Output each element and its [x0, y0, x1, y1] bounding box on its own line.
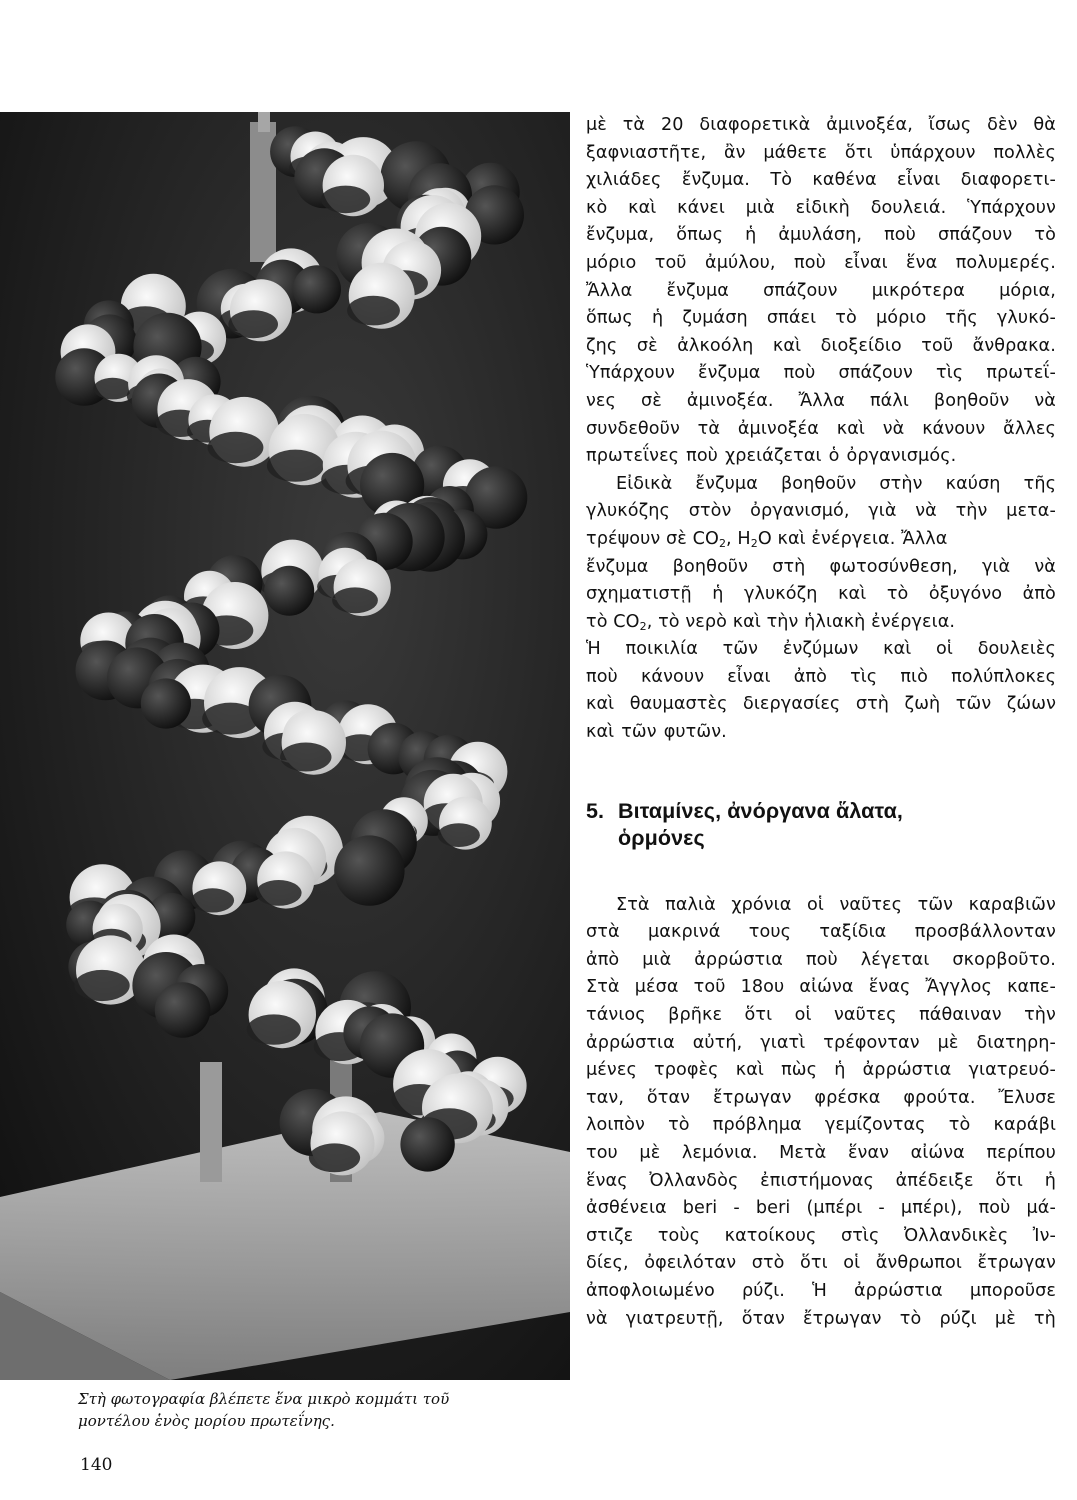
text-line: του μὲ λεμόνια. Μετὰ ἕναν αἰώνα περίπου [586, 1143, 1056, 1163]
text-line: νὰ γιατρευτῇ, ὅταν ἔτρωγαν τὸ ρύζι μὲ τὴ [586, 1308, 1056, 1329]
chem-text: O καὶ ἐνέργεια. Ἄλλα [757, 528, 948, 549]
atom-shadow [93, 378, 132, 400]
text-line: σχηματιστῇ ἡ γλυκόζη καὶ τὸ ὀξυγόνο ἀπὸ [586, 584, 1056, 605]
model-support-left [200, 1062, 222, 1182]
text-line: στὰ μακρινά τους ταξίδια προσβάλλονταν [586, 922, 1056, 943]
chem-text: , H [726, 528, 751, 549]
caption-line: Στὴ φωτογραφία βλέπετε ἕνα μικρὸ κομμάτι τοῦ [78, 1390, 450, 1408]
text-line-chemistry [586, 609, 1056, 637]
text-line: κὸ καὶ κάνει μιὰ εἰδικὴ δουλειά. Ὑπάρχουν [586, 197, 1056, 218]
text-line: Στὰ παλιὰ χρόνια οἱ ναῦτες τῶν καραβιῶν [616, 894, 1056, 915]
atom-sphere [400, 1117, 454, 1171]
atom-sphere [141, 678, 191, 728]
text-line: ἀσθένεια beri - beri (μπέρι - μπέρι), ποὺ μά- [586, 1198, 1056, 1219]
text-line: ὅπως ἡ ζυμάση σπάει τὸ μόριο τῆς γλυκό- [586, 308, 1056, 329]
chem-text: , τὸ νερὸ καὶ τὴν ἡλιακὴ ἐνέργεια. [646, 611, 956, 632]
text-line: ἔνζυμα, ὅπως ἡ ἀμυλάση, ποὺ σπάζουν τὸ [586, 225, 1056, 246]
atom-shadow [247, 1014, 301, 1044]
text-line: γλυκόζης στὸν ὀργανισμό, γιὰ νὰ τὴν μετα- [586, 501, 1056, 522]
atom-shadow [309, 1143, 360, 1172]
figure-caption [78, 1388, 558, 1432]
section-title: Βιταμίνες, ἀνόργανα ἅλατα, [618, 798, 903, 823]
atom-shadow [208, 432, 264, 463]
text-line: μόριο τοῦ ἀμύλου, ποὺ εἶναι ἕνα πολυμερές. [586, 252, 1056, 273]
text-line: Ἡ ποικιλία τῶν ἐνζύμων καὶ οἱ δουλειὲς [586, 639, 1056, 660]
text-line: ἀπὸ μιὰ ἀρρώστια ποὺ λέγεται σκορβοῦτο. [586, 949, 1056, 970]
page-number: 140 [80, 1455, 113, 1475]
atom-shadow [321, 186, 370, 214]
atom-shadow [347, 296, 400, 326]
text-line: ἀποφλοιωμένο ρύζι. Ἡ ἀρρώστια μποροῦσε [586, 1280, 1056, 1301]
chem-text: τρέψουν σὲ CO [586, 528, 719, 549]
atom-shadow [74, 970, 129, 1001]
atom-sphere [264, 566, 314, 616]
text-line: ἀρρώστια αὐτή, γιατὶ τρέφονταν μὲ διατηρη- [586, 1032, 1056, 1053]
text-line: Ἄλλα ἔνζυμα σπάζουν μικρότερα μόρια, [586, 280, 1056, 301]
text-line: καὶ τῶν φυτῶν. [586, 722, 727, 743]
text-line: ταν, ὅταν ἔτρωγαν φρέσκα φρούτα. Ἔλυσε [586, 1087, 1056, 1108]
subscript: 2 [718, 536, 727, 550]
text-line: Ὑπάρχουν ἔνζυμα ποὺ σπάζουν τὶς πρωτεΐ- [586, 363, 1056, 384]
atom-shadow [191, 888, 234, 912]
atom-sphere [334, 835, 404, 905]
protein-model-icon [0, 112, 570, 1380]
text-line: ξαφνιαστῆτε, ἂν μάθετε ὅτι ὑπάρχουν πολλὲς [586, 142, 1056, 163]
text-line: ἕνας Ὀλλανδὸς ἐπιστήμονας ἀπέδειξε ὅτι ἡ [586, 1170, 1056, 1191]
model-rod-tip [258, 112, 270, 132]
text-line: συνδεθοῦν τὰ ἀμινοξέα καὶ νὰ κάνουν ἄλλες [586, 418, 1056, 439]
text-line: ἔνζυμα βοηθοῦν στὴ φωτοσύνθεση, γιὰ νὰ [586, 556, 1056, 577]
atom-shadow [438, 823, 480, 847]
caption-line: μοντέλου ἑνὸς μορίου πρωτεΐνης. [78, 1412, 335, 1430]
text-line: μὲ τὰ 20 διαφορετικὰ ἀμινοξέα, ἴσως δὲν θὰ [586, 115, 1056, 135]
paragraph-vitamins [586, 892, 1056, 1334]
text-line: ζης σὲ ἀλκοόλη καὶ διοξείδιο τοῦ ἄνθρακα. [586, 335, 1056, 356]
text-line: Στὰ μέσα τοῦ 18ου αἰώνα ἕνας Ἄγγλος καπε- [586, 977, 1056, 998]
text-line: νες σὲ ἀμινοξέα. Ἄλλα πάλι βοηθοῦν νὰ [586, 390, 1056, 411]
text-line: τάνιος βρῆκε ὅτι οἱ ναῦτες πάθαιναν τὴν [586, 1005, 1056, 1026]
text-line: καὶ θαυμαστὲς διεργασίες στὴ ζωὴ τῶν ζώων [586, 694, 1056, 715]
text-line: δίες, ὀφειλόταν στὸ ὅτι οἱ ἄνθρωποι ἔτρωγαν [586, 1253, 1056, 1274]
text-line: χιλιάδες ἔνζυμα. Τὸ καθένα εἶναι διαφορετι- [586, 170, 1056, 191]
atom-shadow [267, 450, 324, 482]
text-line: μένες τροφὲς καὶ πὼς ἡ ἀρρώστια γιατρευό- [586, 1060, 1056, 1081]
atom-shadow [332, 587, 378, 613]
subscript: 2 [639, 619, 647, 633]
subscript: 2 [750, 536, 758, 550]
paragraph-special-enzymes [586, 471, 1056, 747]
chem-text: τὸ CO [586, 611, 640, 632]
section-number: 5. [586, 798, 605, 823]
text-line: λοιπὸν τὸ πρόβλημα γεμίζοντας τὸ καράβι [586, 1115, 1056, 1136]
atom-shadow [228, 310, 278, 338]
section-title-cont: ὁρμόνες [618, 825, 705, 850]
protein-model-photo [0, 112, 570, 1380]
text-line: Εἰδικὰ ἔνζυμα βοηθοῦν στὴν καύση τῆς [616, 473, 1056, 494]
text-column [586, 112, 1056, 1333]
atom-shadow [256, 880, 302, 906]
text-line: ποὺ κάνουν εἶναι ἀπὸ τὶς πιὸ πολύπλοκες [586, 666, 1056, 687]
text-line: στιζε τοὺς κατοίκους στὶς Ὀλλανδικὲς Ἰν- [586, 1225, 1056, 1246]
text-line-chemistry [586, 526, 1056, 554]
section-heading [586, 798, 1056, 852]
atom-sphere [293, 265, 341, 313]
text-line: πρωτεΐνες ποὺ χρειάζεται ὁ ὀργανισμός. [586, 446, 957, 467]
atom-sphere [155, 982, 211, 1038]
atom-shadow [280, 743, 331, 772]
paragraph-enzymes [586, 112, 1056, 471]
